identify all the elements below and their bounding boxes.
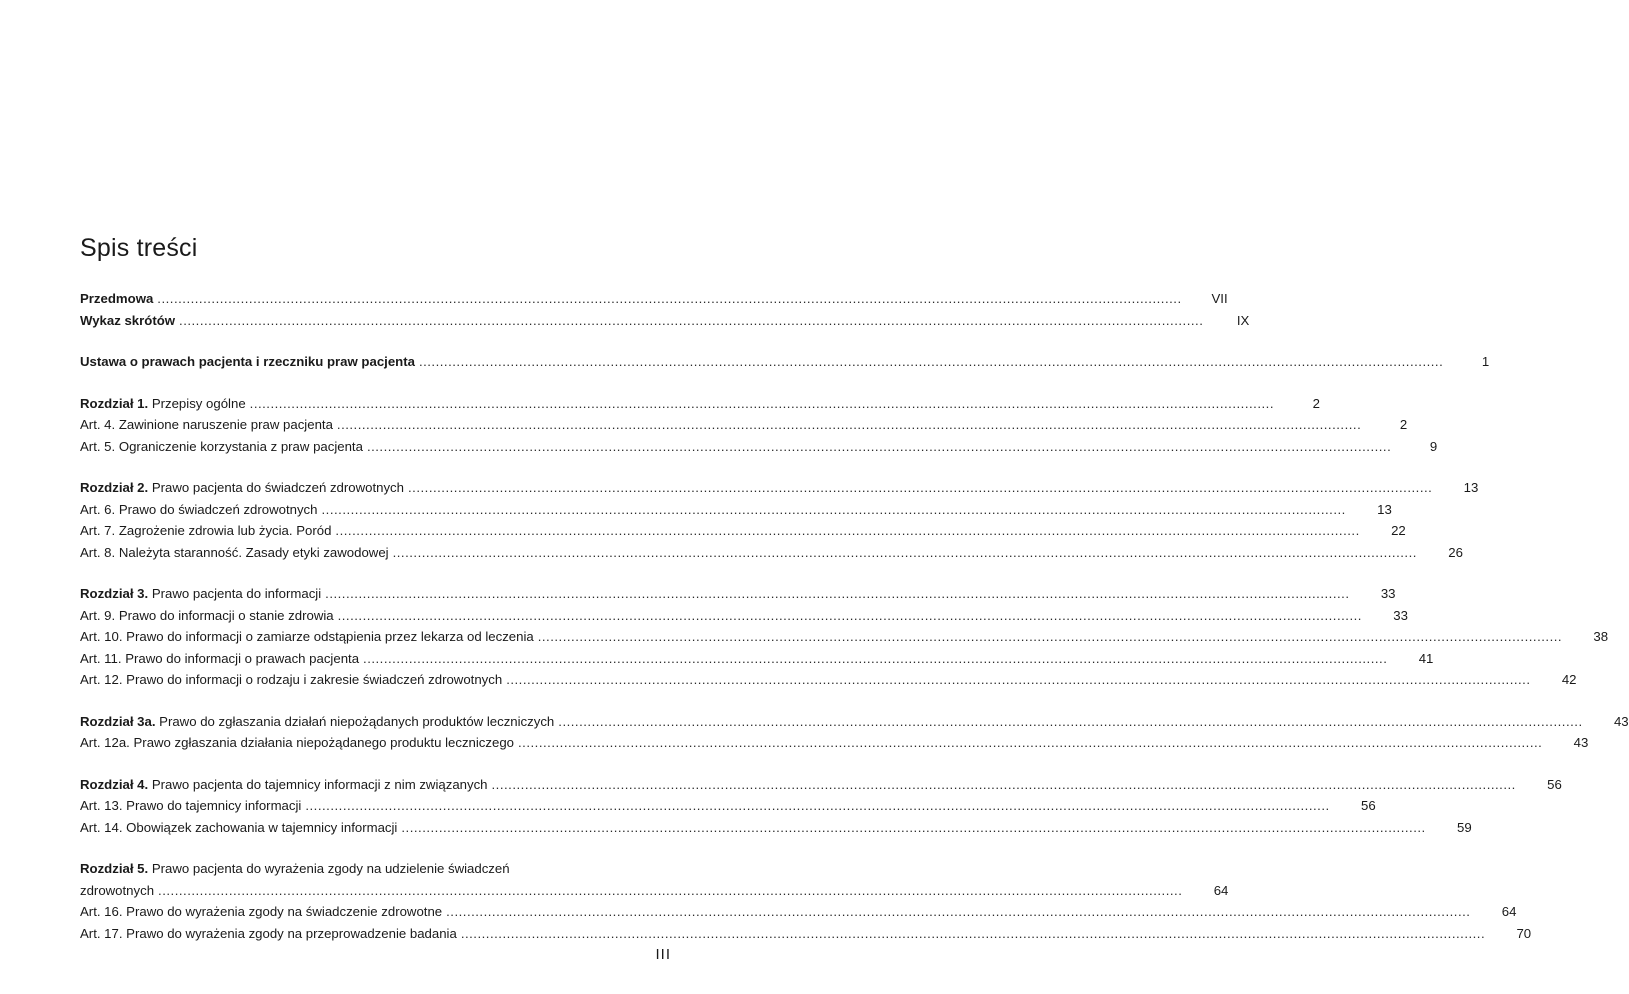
toc-entry-title: [80, 288, 153, 310]
toc-entry[interactable]: [80, 774, 1562, 796]
dot-leader: [157, 288, 1181, 310]
toc-page-number: 64: [1501, 904, 1517, 919]
toc-entry[interactable]: [80, 520, 1406, 542]
toc-entry-title: [80, 901, 442, 923]
toc-page-number: 9: [1429, 438, 1438, 454]
toc-entry-label: Prawo do zgłaszania działań niepożądanych produktów leczniczych: [155, 713, 555, 729]
toc-page-number: VII: [1211, 291, 1228, 306]
toc-page-number: 43: [1573, 735, 1589, 750]
dot-leader: [367, 436, 1391, 458]
dot-leader: [305, 795, 1329, 817]
dot-leader: [408, 477, 1432, 499]
toc-entry-label: Przepisy ogólne: [148, 395, 246, 411]
toc-entry-title: [80, 310, 175, 332]
toc-entry-title: [80, 393, 246, 415]
dot-leader: [492, 774, 1516, 796]
toc-page-number: 2: [1399, 417, 1408, 432]
dot-leader: [322, 499, 1346, 521]
toc-page-number: 41: [1418, 650, 1434, 666]
toc-entry-title: [80, 648, 359, 670]
dot-leader: [393, 542, 1417, 564]
toc-entry-label: Art. 5. Ograniczenie korzystania z praw pacjenta: [80, 438, 363, 454]
toc-entry[interactable]: [80, 288, 1228, 310]
toc-entry-label: Art. 13. Prawo do tajemnicy informacji: [80, 798, 302, 813]
dot-leader: [363, 648, 1387, 670]
toc-entry-heading: Rozdział 1.: [80, 395, 149, 411]
toc-entry-label: Art. 17. Prawo do wyrażenia zgody na przeprowadzenie badania: [80, 925, 457, 941]
toc-entry-label: Art. 6. Prawo do świadczeń zdrowotnych: [80, 501, 318, 517]
dot-leader: [250, 393, 1274, 415]
toc-entry-label: Art. 16. Prawo do wyrażenia zgody na świadczenie zdrowotne: [80, 904, 443, 919]
dot-leader: [158, 880, 1182, 902]
toc-page-number: IX: [1236, 312, 1250, 328]
toc-entry-title: [80, 669, 502, 691]
toc-page-number: 42: [1561, 672, 1577, 687]
toc-section: [80, 711, 1629, 754]
toc-page-number: 43: [1613, 713, 1629, 729]
dot-leader: [461, 923, 1485, 945]
toc-entry-label: Art. 12a. Prawo zgłaszania działania niepożądanego produktu leczniczego: [80, 735, 515, 750]
toc-entry-title: [80, 436, 363, 458]
toc-entry[interactable]: [80, 901, 1517, 923]
toc-section: [80, 393, 1438, 458]
toc-section: [80, 288, 1250, 331]
toc-entry-title: [80, 795, 301, 817]
toc-entry[interactable]: [80, 858, 671, 880]
toc-entry-heading: Ustawa o prawach pacjenta i rzeczniku praw pacjenta: [80, 354, 415, 369]
toc-entry-heading: Rozdział 3.: [80, 586, 149, 601]
toc-entry-title: [80, 414, 333, 436]
toc-entry[interactable]: [80, 499, 1392, 521]
dot-leader: [558, 711, 1582, 733]
toc-entry-label: Art. 11. Prawo do informacji o prawach pacjenta: [80, 650, 360, 666]
toc-entry[interactable]: [80, 669, 1577, 691]
toc-entry-label: Art. 12. Prawo do informacji o rodzaju i zakresie świadczeń zdrowotnych: [80, 672, 503, 687]
toc-entry[interactable]: [80, 605, 1408, 627]
toc-page-number: 1: [1481, 354, 1490, 369]
toc-entry-title: [80, 583, 321, 605]
toc-section: [80, 477, 1479, 563]
toc-entry-title: [80, 605, 334, 627]
toc-entry-heading: Rozdział 4.: [80, 776, 149, 792]
toc-entry-label: Art. 4. Zawinione naruszenie praw pacjenta: [80, 417, 333, 432]
dot-leader: [338, 605, 1362, 627]
toc-entry-heading: Wykaz skrótów: [80, 312, 176, 328]
toc-entry[interactable]: [80, 477, 1479, 499]
toc-entry[interactable]: [80, 414, 1408, 436]
toc-entry-label: Prawo pacjenta do wyrażenia zgody na udzielenie świadczeń: [148, 861, 510, 876]
dot-leader: [325, 583, 1349, 605]
toc-section: [80, 774, 1562, 839]
page-number: III: [655, 946, 671, 963]
toc-entry-title: [80, 520, 331, 542]
toc-entry-label: Prawo pacjenta do świadczeń zdrowotnych: [148, 480, 404, 495]
toc-entry[interactable]: [80, 648, 1434, 670]
toc-page-number: 64: [1213, 882, 1229, 898]
toc-entry-title: [80, 880, 154, 902]
toc-entry[interactable]: [80, 351, 1490, 373]
toc-entry-label: Art. 7. Zagrożenie zdrowia lub życia. Poród: [80, 523, 332, 538]
toc-entry[interactable]: [80, 732, 1589, 754]
dot-leader: [179, 310, 1203, 332]
dot-leader: [446, 901, 1470, 923]
toc-page-number: 33: [1380, 586, 1396, 601]
dot-leader: [538, 626, 1562, 648]
toc-entry-title: [80, 732, 514, 754]
dot-leader: [401, 817, 1425, 839]
toc-entry[interactable]: [80, 795, 1376, 817]
toc-entry-title: [80, 542, 389, 564]
toc-entry[interactable]: [80, 542, 1463, 564]
toc-entry[interactable]: [80, 880, 1229, 902]
toc-entry-label: Art. 10. Prawo do informacji o zamiarze odstąpienia przez lekarza od leczenia: [80, 629, 534, 644]
toc-entry-title: [80, 858, 671, 880]
dot-leader: [506, 669, 1530, 691]
toc-page-number: 13: [1463, 480, 1479, 495]
toc-entry-heading: Przedmowa: [80, 291, 154, 306]
toc-entry-heading: Rozdział 2.: [80, 480, 149, 495]
toc-entry-label: Art. 14. Obowiązek zachowania w tajemnicy informacji: [80, 819, 398, 835]
toc-page-number: 26: [1448, 544, 1463, 560]
toc-entry[interactable]: [80, 393, 1320, 415]
toc-entry-label: Art. 8. Należyta staranność. Zasady etyki zawodowej: [80, 544, 389, 560]
toc-entry-title: [80, 923, 457, 945]
toc-entry-label: Prawo pacjenta do tajemnicy informacji z nim związanych: [148, 776, 488, 792]
toc-entry-heading: Rozdział 3a.: [80, 713, 156, 729]
toc-page-number: 38: [1593, 629, 1609, 644]
toc-entry-title: [80, 774, 488, 796]
toc-page-number: 22: [1391, 523, 1406, 538]
toc-section: [80, 583, 1609, 691]
table-of-contents: [80, 288, 1629, 964]
toc-entry-title: [80, 499, 318, 521]
dot-leader: [419, 351, 1443, 373]
toc-entry-title: [80, 817, 397, 839]
toc-entry-title: [80, 477, 404, 499]
toc-entry-label: zdrowotnych: [80, 882, 155, 898]
toc-page-number: 2: [1312, 395, 1320, 411]
toc-page-number: 33: [1393, 607, 1408, 623]
toc-section: [80, 858, 1532, 944]
toc-entry-title: [80, 351, 415, 373]
toc-entry[interactable]: [80, 817, 1472, 839]
toc-entry[interactable]: [80, 626, 1609, 648]
toc-page-number: 59: [1457, 819, 1472, 835]
toc-page-number: 70: [1516, 925, 1532, 941]
toc-entry-heading: Rozdział 5.: [80, 861, 149, 876]
toc-entry[interactable]: [80, 711, 1629, 733]
toc-entry[interactable]: [80, 436, 1438, 458]
toc-entry-title: [80, 711, 554, 733]
toc-entry[interactable]: [80, 583, 1396, 605]
dot-leader: [518, 732, 1542, 754]
toc-entry[interactable]: [80, 923, 1532, 945]
toc-entry[interactable]: [80, 310, 1250, 332]
toc-entry-label: Prawo pacjenta do informacji: [148, 586, 322, 601]
toc-page-number: 56: [1547, 776, 1562, 792]
toc-entry-label: Art. 9. Prawo do informacji o stanie zdrowia: [80, 607, 334, 623]
toc-section: [80, 351, 1490, 373]
dot-leader: [337, 414, 1361, 436]
page-title: Spis treści: [80, 234, 198, 262]
toc-entry-title: [80, 626, 534, 648]
dot-leader: [335, 520, 1359, 542]
toc-page-number: 13: [1377, 501, 1392, 517]
toc-page-number: 56: [1361, 798, 1376, 813]
